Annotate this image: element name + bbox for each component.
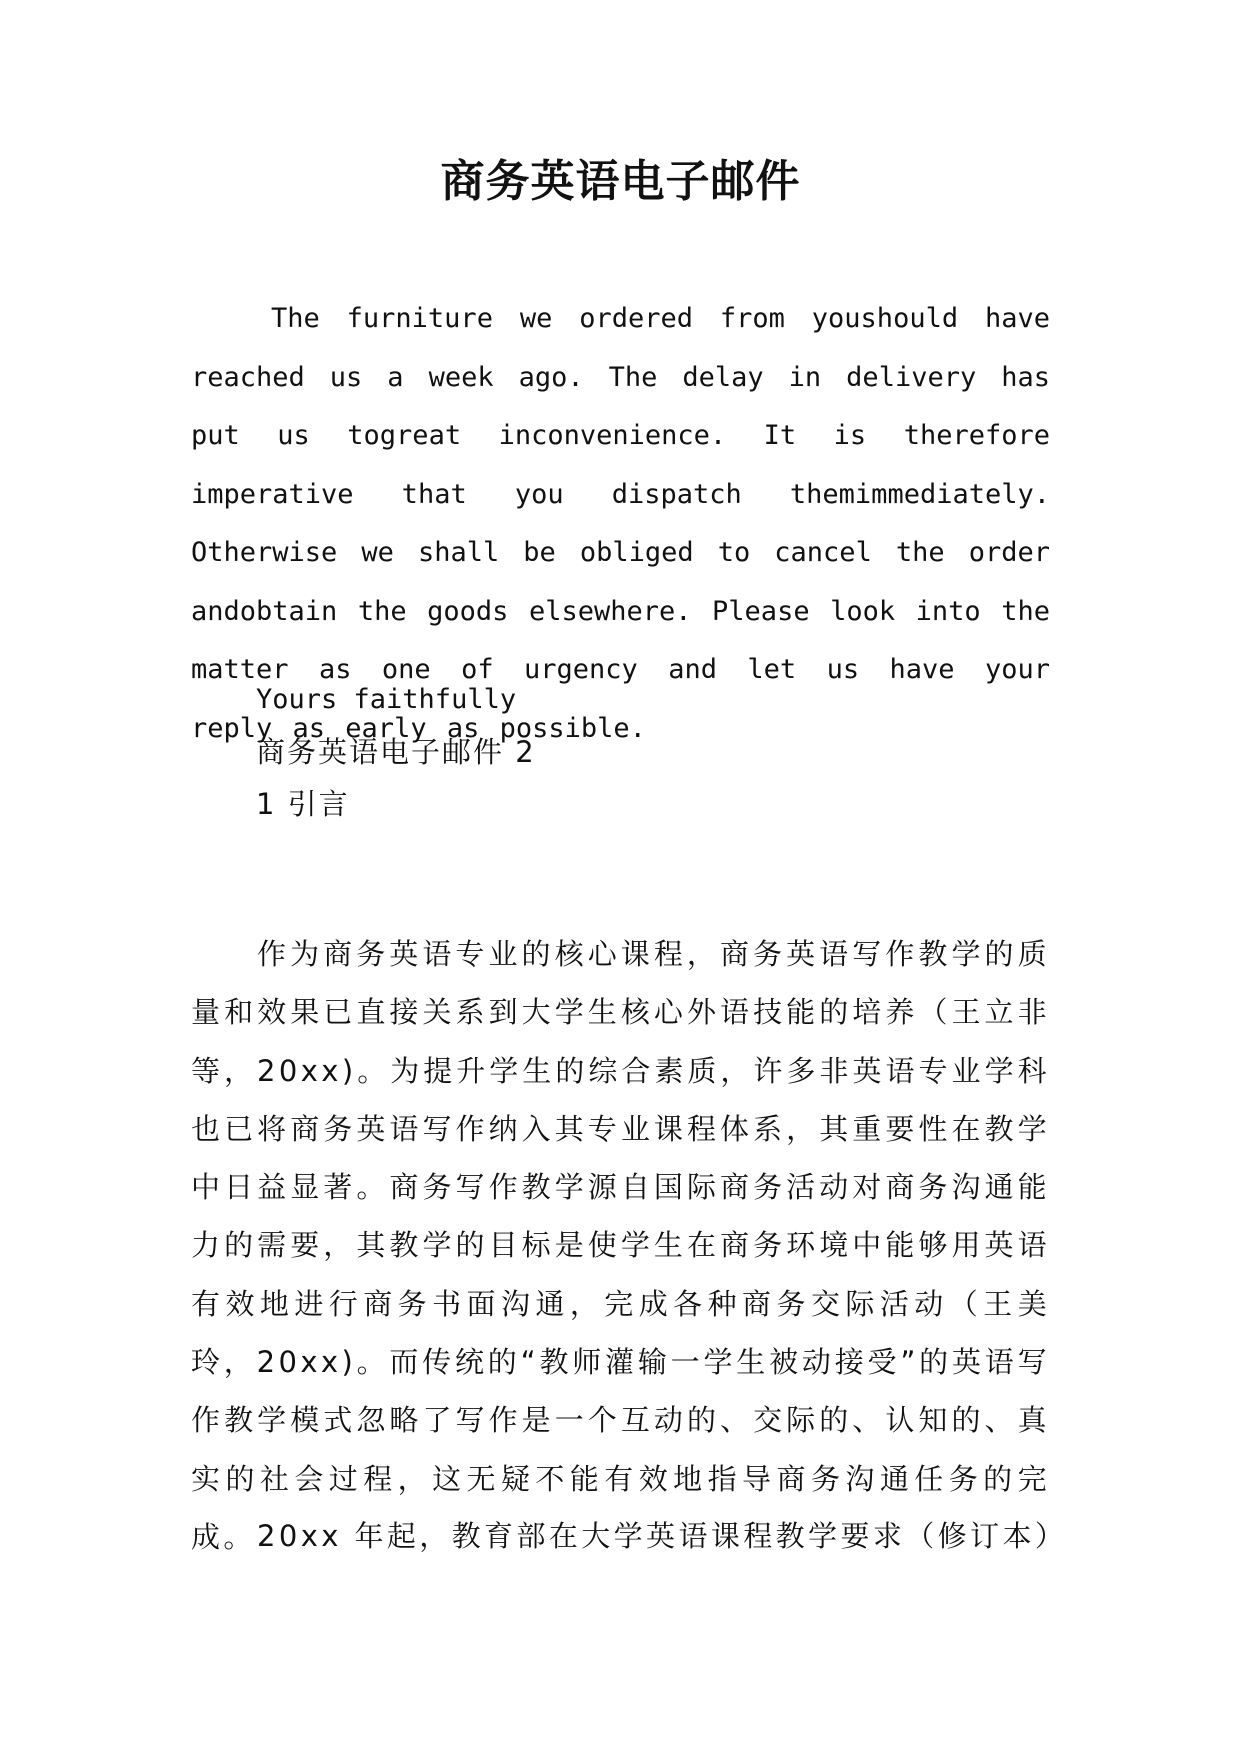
- continuation-paragraph: 20xx 年起，教育部在大学英语课程教学要求（修订本）: [257, 1519, 1068, 1553]
- document-title: 商务英语电子邮件: [440, 156, 801, 207]
- letter-closing: Yours faithfully: [256, 684, 517, 715]
- section-title: 商务英语电子邮件 2: [256, 735, 536, 769]
- heading-introduction: 1 引言: [256, 787, 350, 821]
- letter-body-paragraph: The furniture we ordered from youshould have reached us a week ago. The delay in delivery has put us togreat inconvenience. It is therefore imperative that you dispatch themimmediately. Otherwise we shall be obliged to cancel the order andobtain the goods elsewhere. Please look into the matter as one of urgency and let us have your reply as early as possible.: [191, 303, 1050, 744]
- introduction-paragraph: 作为商务英语专业的核心课程，商务英语写作教学的质量和效果已直接关系到大学生核心外语技能的培养（王立非等，20xx)。为提升学生的综合素质，许多非英语专业学科也已将商务英语写作纳入其专业课程体系，其重要性在教学中日益显著。商务写作教学源自国际商务活动对商务沟通能力的需要，其教学的目标是使学生在商务环境中能够用英语有效地进行商务书面沟通，完成各种商务交际活动（王美玲，20xx)。而传统的“教师灌输一学生被动接受”的英语写作教学模式忽略了写作是一个互动的、交际的、认知的、真实的社会过程，这无疑不能有效地指导商务沟通任务的完成。: [191, 937, 1050, 1554]
